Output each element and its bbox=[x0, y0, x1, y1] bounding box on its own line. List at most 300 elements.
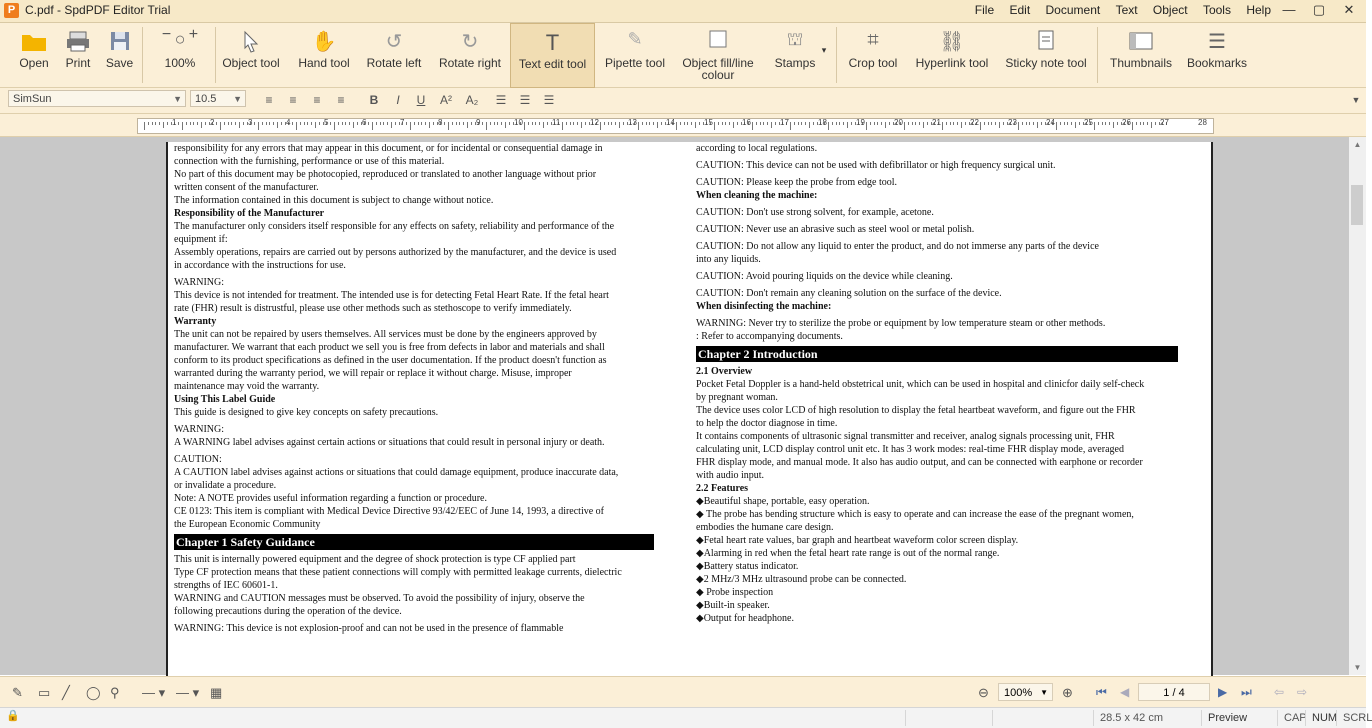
zoom-in-icon[interactable]: ⊕ bbox=[1062, 685, 1073, 700]
cursor-icon bbox=[220, 29, 282, 57]
pipette-icon: ✎ bbox=[627, 29, 643, 49]
ruler-tick bbox=[144, 122, 145, 130]
align-left-icon[interactable]: ≡ bbox=[265, 93, 273, 107]
object-fill-line-colour-button[interactable]: Object fill/line colour bbox=[680, 23, 756, 86]
ruler-tick bbox=[1026, 122, 1027, 125]
toolbar-divider bbox=[836, 27, 837, 83]
ruler-tick bbox=[148, 122, 149, 125]
doc-text-line: CAUTION: Please keep the probe from edge tool. bbox=[696, 177, 898, 188]
menu-tools[interactable]: Tools bbox=[1202, 3, 1231, 17]
ruler-tick bbox=[908, 122, 909, 125]
ruler-tick bbox=[266, 122, 267, 125]
hand-tool-button[interactable]: ✋ Hand tool bbox=[296, 23, 352, 86]
ruler-tick bbox=[912, 122, 913, 125]
format-toolbar bbox=[0, 88, 1366, 114]
ruler-tick bbox=[904, 122, 905, 130]
ruler-tick bbox=[152, 122, 153, 125]
scroll-down-icon[interactable]: ▼ bbox=[1353, 663, 1362, 672]
ruler-tick bbox=[562, 122, 563, 130]
ruler-tick bbox=[1022, 122, 1023, 125]
line-icon[interactable]: ╱ bbox=[62, 685, 70, 700]
ruler-tick bbox=[984, 122, 985, 125]
ruler-number: 1 bbox=[172, 118, 177, 127]
ruler-tick bbox=[999, 122, 1000, 128]
ruler-tick bbox=[319, 122, 320, 125]
ruler-number: 22 bbox=[970, 118, 979, 127]
doc-text-line: or invalidate a procedure. bbox=[174, 480, 277, 491]
ruler-tick bbox=[1029, 122, 1030, 125]
save-button[interactable]: Save bbox=[103, 23, 136, 86]
align-right-icon[interactable]: ≡ bbox=[313, 93, 321, 107]
link-icon: ⛓ bbox=[939, 31, 965, 53]
object-tool-button[interactable]: Object tool bbox=[220, 23, 282, 86]
ruler-tick bbox=[1098, 122, 1099, 125]
sticky-note-tool-button[interactable]: Sticky note tool bbox=[1003, 23, 1089, 86]
thumbnails-button[interactable]: Thumbnails bbox=[1108, 23, 1174, 86]
ruler-tick bbox=[178, 122, 179, 125]
text-cursor-icon: T bbox=[545, 30, 560, 55]
doc-text-line: No part of this document may be photocopied, reproduced or translated to another language without prior bbox=[174, 169, 597, 180]
doc-text-line: Chapter 1 Safety Guidance bbox=[174, 534, 654, 550]
ruler-tick bbox=[304, 122, 305, 125]
ruler-tick bbox=[490, 122, 491, 125]
ruler-tick bbox=[953, 122, 954, 125]
ruler-tick bbox=[372, 122, 373, 130]
stamps-dropdown-chevron-icon[interactable]: ▾ bbox=[821, 45, 827, 55]
ruler-tick bbox=[965, 122, 966, 125]
ruler-tick bbox=[881, 122, 882, 125]
menu-text[interactable]: Text bbox=[1115, 3, 1138, 17]
ruler-tick bbox=[676, 122, 677, 130]
ruler-tick bbox=[338, 122, 339, 125]
menu-document[interactable]: Document bbox=[1045, 3, 1101, 17]
ruler-tick bbox=[1018, 122, 1019, 130]
ruler-tick bbox=[456, 122, 457, 125]
open-button[interactable]: Open bbox=[14, 23, 54, 86]
ruler-tick bbox=[167, 122, 168, 125]
print-button[interactable]: Print bbox=[60, 23, 96, 86]
ruler-number: 10 bbox=[514, 118, 523, 127]
ruler-tick bbox=[201, 122, 202, 128]
rectangle-icon[interactable]: ▭ bbox=[38, 685, 51, 700]
ruler-tick bbox=[315, 122, 316, 128]
ruler-tick bbox=[680, 122, 681, 125]
menu-object[interactable]: Object bbox=[1152, 3, 1188, 17]
ruler-tick bbox=[1056, 122, 1057, 130]
ruler-tick bbox=[957, 122, 958, 125]
font-size-select[interactable]: 10.5 ▼ bbox=[190, 90, 246, 107]
horizontal-ruler bbox=[137, 118, 1214, 134]
toolbar-options-chevron-icon[interactable]: ▼ bbox=[1351, 95, 1361, 105]
doc-text-line: CAUTION: This device can not be used with defibrillator or high frequency surgical unit. bbox=[696, 160, 1056, 171]
rotate-right-button[interactable]: ↻ Rotate right bbox=[438, 31, 502, 70]
ruler-tick bbox=[459, 122, 460, 125]
underline-icon[interactable]: U bbox=[416, 93, 426, 107]
ruler-number: 13 bbox=[628, 118, 637, 127]
doc-text-line: ◆ Probe inspection bbox=[696, 587, 774, 598]
ruler-tick bbox=[509, 122, 510, 125]
ruler-tick bbox=[1113, 122, 1114, 128]
doc-text-line: ◆Alarming in red when the fetal heart rate range is out of the normal range. bbox=[696, 548, 1000, 559]
doc-text-line: Assembly operations, repairs are carried out by persons authorized by the manufacturer, and the device is used bbox=[174, 247, 617, 258]
crop-tool-button[interactable]: ⌗ Crop tool bbox=[843, 23, 903, 86]
ellipse-icon[interactable]: ◯ bbox=[86, 685, 101, 700]
ruler-tick bbox=[1109, 122, 1110, 125]
doc-text-line: ◆Output for headphone. bbox=[696, 613, 794, 624]
ruler-number: 12 bbox=[590, 118, 599, 127]
ruler-tick bbox=[980, 122, 981, 130]
ruler-tick bbox=[292, 122, 293, 125]
ruler-tick bbox=[1136, 122, 1137, 125]
close-icon[interactable]: ✕ bbox=[1343, 2, 1355, 17]
doc-text-line: written consent of the manufacturer. bbox=[174, 182, 319, 193]
ruler-tick bbox=[410, 122, 411, 130]
stamps-button[interactable]: ⛫ Stamps bbox=[770, 23, 820, 86]
menu-file[interactable]: File bbox=[974, 3, 995, 17]
ruler-tick bbox=[870, 122, 871, 125]
doc-text-line: responsibility for any errors that may appear in this document, or for incidental or consequential damage in bbox=[174, 143, 603, 154]
ruler-tick bbox=[836, 122, 837, 125]
line-spacing-2-icon[interactable]: ☰ bbox=[519, 93, 531, 107]
ruler-number: 11 bbox=[552, 118, 561, 127]
ruler-tick bbox=[573, 122, 574, 125]
ruler-tick bbox=[190, 122, 191, 125]
ruler-tick bbox=[1064, 122, 1065, 125]
ruler-tick bbox=[927, 122, 928, 125]
ruler-number: 15 bbox=[704, 118, 713, 127]
ruler-number: 2 bbox=[210, 118, 215, 127]
ruler-tick bbox=[1132, 122, 1133, 130]
ruler-tick bbox=[262, 122, 263, 125]
doc-text-line: manufacturer. We warrant that each product we sell you is free from defects in labor and materials and shall bbox=[174, 342, 605, 353]
menu-bar bbox=[963, 3, 1271, 17]
ruler-tick bbox=[950, 122, 951, 125]
ruler-tick bbox=[619, 122, 620, 128]
doc-text-line: CAUTION: Don't use strong solvent, for example, acetone. bbox=[696, 207, 934, 218]
ruler-tick bbox=[725, 122, 726, 125]
ruler-tick bbox=[463, 122, 464, 125]
caps-status: CAP bbox=[1277, 710, 1305, 726]
prev-page-icon[interactable]: ◀ bbox=[1120, 685, 1130, 699]
ruler-tick bbox=[961, 122, 962, 128]
ruler-tick bbox=[155, 122, 156, 125]
ruler-tick bbox=[1041, 122, 1042, 125]
draw-tools-bar bbox=[0, 676, 1366, 707]
zoom-in-icon[interactable]: + bbox=[188, 26, 199, 43]
ruler-tick bbox=[342, 122, 343, 125]
ruler-tick bbox=[471, 122, 472, 125]
scroll-up-icon[interactable]: ▲ bbox=[1353, 140, 1362, 149]
ruler-tick bbox=[383, 122, 384, 125]
toolbar-divider bbox=[142, 27, 143, 83]
chevron-down-icon: ▼ bbox=[1040, 688, 1048, 697]
history-forward-icon[interactable]: ⇨ bbox=[1297, 685, 1308, 699]
ruler-tick bbox=[159, 122, 160, 125]
ruler-tick bbox=[482, 122, 483, 125]
ruler-tick bbox=[524, 122, 525, 130]
ruler-tick bbox=[505, 122, 506, 128]
ruler-tick bbox=[649, 122, 650, 125]
ruler-tick bbox=[1117, 122, 1118, 125]
ruler-tick bbox=[570, 122, 571, 125]
ruler-tick bbox=[942, 122, 943, 130]
scrollbar-thumb[interactable] bbox=[1351, 185, 1363, 225]
doc-text-line: Type CF protection means that these patient connections will comply with permitted leakage currents, dielectric bbox=[174, 567, 622, 578]
doc-text-line: The unit can not be repaired by users themselves. All services must be done by the engineers approved by bbox=[174, 329, 597, 340]
rotate-left-button[interactable]: ↺ Rotate left bbox=[364, 23, 424, 86]
right-column bbox=[696, 142, 1178, 625]
ruler-number: 14 bbox=[666, 118, 675, 127]
ruler-tick bbox=[657, 122, 658, 128]
ruler-tick bbox=[239, 122, 240, 128]
font-select[interactable]: SimSun ▼ bbox=[8, 90, 186, 107]
ruler-tick bbox=[425, 122, 426, 125]
ruler-tick bbox=[801, 122, 802, 125]
ruler-tick bbox=[615, 122, 616, 125]
ruler-tick bbox=[349, 122, 350, 125]
toolbar-divider bbox=[215, 27, 216, 83]
align-center-icon[interactable]: ≡ bbox=[289, 93, 297, 107]
subscript-icon[interactable]: A₂ bbox=[465, 93, 479, 107]
ruler-tick bbox=[273, 122, 274, 125]
ruler-tick bbox=[406, 122, 407, 125]
ruler-tick bbox=[376, 122, 377, 125]
minimize-icon[interactable]: — bbox=[1282, 2, 1296, 17]
ruler-tick bbox=[395, 122, 396, 125]
pipette-tool-button[interactable]: ✎ Pipette tool bbox=[602, 23, 668, 86]
doc-text-line: conform to its product specifications as defined in the user documentation. If the product doesn't function as bbox=[174, 355, 607, 366]
ruler-tick bbox=[752, 122, 753, 130]
ruler-tick bbox=[638, 122, 639, 130]
vertical-scrollbar[interactable] bbox=[1349, 137, 1366, 675]
ruler-tick bbox=[1033, 122, 1034, 125]
ruler-tick bbox=[729, 122, 730, 125]
italic-icon[interactable]: I bbox=[396, 93, 400, 107]
ruler-tick bbox=[813, 122, 814, 125]
ruler-tick bbox=[494, 122, 495, 125]
ruler-tick bbox=[1079, 122, 1080, 125]
doc-text-line: WARNING: Never try to sterilize the probe or equipment by low temperature steam or other methods. bbox=[696, 318, 1106, 329]
doc-text-line: Pocket Fetal Doppler is a hand-held obstetrical unit, which can be used in hospital and clinicfor daily self-check bbox=[696, 379, 1145, 390]
doc-text-line: CAUTION: Do not allow any liquid to enter the product, and do not immerse any parts of the device bbox=[696, 241, 1099, 252]
pdf-page[interactable] bbox=[166, 142, 1213, 682]
last-page-icon[interactable]: ⏭ bbox=[1241, 685, 1252, 699]
ruler-number: 23 bbox=[1008, 118, 1017, 127]
ruler-tick bbox=[528, 122, 529, 125]
ink-icon[interactable]: ⚲ bbox=[110, 685, 120, 700]
line-spacing-1-icon[interactable]: ☰ bbox=[495, 93, 507, 107]
doc-text-line: The device uses color LCD of high resolution to display the fetal heartbeat waveform, and figure out the FHR bbox=[696, 405, 1136, 416]
ruler-tick bbox=[497, 122, 498, 125]
ruler-tick bbox=[1094, 122, 1095, 130]
ruler-number: 21 bbox=[932, 118, 941, 127]
ruler-number: 5 bbox=[324, 118, 329, 127]
ruler-number: 17 bbox=[780, 118, 789, 127]
doc-text-line: in accordance with the instructions for use. bbox=[174, 260, 346, 271]
doc-text-line: rate (FHR) result is distrustful, please use other methods such as stethoscope to verify immediately. bbox=[174, 303, 572, 314]
ruler-tick bbox=[258, 122, 259, 130]
status-empty-2 bbox=[992, 710, 1092, 726]
ruler-tick bbox=[877, 122, 878, 125]
text-edit-tool-button[interactable]: T Text edit tool bbox=[510, 23, 595, 88]
ruler-tick bbox=[1003, 122, 1004, 125]
ruler-tick bbox=[611, 122, 612, 125]
doc-text-line: It contains components of ultrasonic signal transmitter and receiver, analog signals processing unit, FHR bbox=[696, 431, 1115, 442]
ruler-tick bbox=[991, 122, 992, 125]
maximize-icon[interactable]: ▢ bbox=[1312, 2, 1326, 17]
ruler-tick bbox=[205, 122, 206, 125]
doc-text-line: When cleaning the machine: bbox=[696, 190, 818, 201]
ruler-tick bbox=[798, 122, 799, 125]
ruler-tick bbox=[1143, 122, 1144, 125]
doc-text-line: ◆Beautiful shape, portable, easy operation. bbox=[696, 496, 870, 507]
doc-text-line: WARNING: bbox=[174, 424, 224, 435]
ruler-tick bbox=[444, 122, 445, 125]
ruler-tick bbox=[228, 122, 229, 125]
ruler-tick bbox=[543, 122, 544, 128]
first-page-icon[interactable]: ⏮ bbox=[1096, 685, 1107, 699]
ruler-tick bbox=[718, 122, 719, 125]
doc-text-line: equipment if: bbox=[174, 234, 228, 245]
line-width-icon[interactable]: — ▾ bbox=[142, 685, 166, 700]
ruler-tick bbox=[889, 122, 890, 125]
doc-text-line: CAUTION: bbox=[174, 454, 222, 465]
lock-icon: 🔒 bbox=[6, 710, 20, 722]
ruler-number: 26 bbox=[1122, 118, 1131, 127]
ruler-number: 18 bbox=[818, 118, 827, 127]
ruler-tick bbox=[756, 122, 757, 125]
ruler-tick bbox=[885, 122, 886, 128]
doc-text-line: Chapter 2 Introduction bbox=[696, 346, 1178, 362]
menu-edit[interactable]: Edit bbox=[1009, 3, 1031, 17]
ruler-number: 20 bbox=[894, 118, 903, 127]
zoom-select[interactable]: 100% ▼ bbox=[998, 683, 1053, 701]
doc-text-line: WARNING: bbox=[174, 277, 224, 288]
ruler-tick bbox=[311, 122, 312, 125]
zoom-group[interactable]: − ○ + 100% bbox=[161, 26, 199, 70]
bookmarks-icon: ☰ bbox=[1208, 31, 1226, 53]
justify-icon[interactable]: ≡ bbox=[337, 93, 345, 107]
ruler-tick bbox=[828, 122, 829, 130]
ruler-tick bbox=[243, 122, 244, 125]
disk-icon bbox=[103, 29, 136, 57]
doc-text-line: the European Economic Community bbox=[174, 519, 321, 530]
ruler-number: 27 bbox=[1160, 118, 1169, 127]
ruler-tick bbox=[486, 122, 487, 130]
ruler-tick bbox=[418, 122, 419, 125]
grid-icon[interactable]: ▦ bbox=[210, 685, 223, 700]
history-back-icon[interactable]: ⇦ bbox=[1274, 685, 1285, 699]
doc-text-line: connection with the furnishing, performance or use of this material. bbox=[174, 156, 445, 167]
ruler-tick bbox=[300, 122, 301, 125]
ruler-tick bbox=[915, 122, 916, 125]
ruler-tick bbox=[995, 122, 996, 125]
doc-text-line: ◆2 MHz/3 MHz ultrasound probe can be connected. bbox=[696, 574, 907, 585]
ruler-tick bbox=[539, 122, 540, 125]
mode-status: Preview bbox=[1201, 710, 1277, 726]
bookmarks-button[interactable]: ☰ Bookmarks bbox=[1184, 23, 1250, 86]
ruler-tick bbox=[767, 122, 768, 125]
doc-text-line: to help the doctor diagnose in time. bbox=[696, 418, 838, 429]
ruler-tick bbox=[604, 122, 605, 125]
next-page-icon[interactable]: ▶ bbox=[1218, 685, 1228, 699]
doc-text-line: maintenance may void the warranty. bbox=[174, 381, 320, 392]
ruler-bar bbox=[0, 114, 1366, 137]
ruler-tick bbox=[684, 122, 685, 125]
doc-text-line: with audio input. bbox=[696, 470, 765, 481]
crop-icon: ⌗ bbox=[867, 29, 879, 51]
ruler-tick bbox=[216, 122, 217, 125]
doc-text-line: WARNING and CAUTION messages must be observed. To avoid the possibility of injury, observe the bbox=[174, 593, 585, 604]
ruler-tick bbox=[847, 122, 848, 128]
ruler-tick bbox=[307, 122, 308, 125]
doc-text-line: ◆Built-in speaker. bbox=[696, 600, 770, 611]
hyperlink-tool-button[interactable]: ⛓ Hyperlink tool bbox=[912, 23, 992, 86]
color-square-icon bbox=[680, 29, 756, 57]
ruler-tick bbox=[653, 122, 654, 125]
bold-icon[interactable]: B bbox=[369, 93, 379, 107]
ruler-tick bbox=[224, 122, 225, 125]
ruler-tick bbox=[1155, 122, 1156, 125]
ruler-number: 16 bbox=[742, 118, 751, 127]
line-spacing-3-icon[interactable]: ☰ bbox=[543, 93, 555, 107]
ruler-tick bbox=[687, 122, 688, 125]
ruler-tick bbox=[737, 122, 738, 125]
ruler-tick bbox=[866, 122, 867, 130]
zoom-out-icon[interactable]: − bbox=[161, 26, 172, 43]
ruler-tick bbox=[794, 122, 795, 125]
ruler-tick bbox=[1067, 122, 1068, 125]
ruler-tick bbox=[353, 122, 354, 128]
ruler-tick bbox=[197, 122, 198, 125]
menu-help[interactable]: Help bbox=[1246, 3, 1271, 17]
page-number-field[interactable]: 1 / 4 bbox=[1138, 683, 1210, 701]
pencil-icon[interactable]: ✎ bbox=[12, 685, 23, 700]
ruler-tick bbox=[334, 122, 335, 130]
hand-icon: ✋ bbox=[311, 31, 337, 53]
ruler-tick bbox=[771, 122, 772, 128]
ruler-tick bbox=[566, 122, 567, 125]
ruler-number: 7 bbox=[400, 118, 405, 127]
ruler-tick bbox=[790, 122, 791, 130]
line-style-icon[interactable]: — ▾ bbox=[176, 685, 200, 700]
document-viewer[interactable] bbox=[0, 137, 1366, 675]
doc-text-line: into any liquids. bbox=[696, 254, 761, 265]
chevron-down-icon: ▼ bbox=[233, 94, 242, 104]
ruler-tick bbox=[988, 122, 989, 125]
ruler-tick bbox=[642, 122, 643, 125]
ruler-tick bbox=[429, 122, 430, 128]
ruler-tick bbox=[535, 122, 536, 125]
zoom-out-icon[interactable]: ⊖ bbox=[978, 685, 989, 700]
ruler-tick bbox=[547, 122, 548, 125]
doc-text-line: FHR display mode, and manual mode. It also has audio output, and can be connected with earphone or recorder bbox=[696, 457, 1143, 468]
ruler-number: 25 bbox=[1084, 118, 1093, 127]
ruler-tick bbox=[501, 122, 502, 125]
superscript-icon[interactable]: A² bbox=[440, 93, 452, 107]
ruler-tick bbox=[467, 122, 468, 128]
ruler-tick bbox=[699, 122, 700, 125]
ruler-number: 19 bbox=[856, 118, 865, 127]
ruler-tick bbox=[391, 122, 392, 128]
magnifier-icon: ○ bbox=[174, 29, 186, 49]
ruler-number: 24 bbox=[1046, 118, 1055, 127]
ruler-tick bbox=[585, 122, 586, 125]
doc-text-line: following precautions during the operation of the device. bbox=[174, 606, 402, 617]
page-size-status: 28.5 x 42 cm bbox=[1093, 710, 1201, 726]
ruler-tick bbox=[775, 122, 776, 125]
ruler-tick bbox=[923, 122, 924, 128]
